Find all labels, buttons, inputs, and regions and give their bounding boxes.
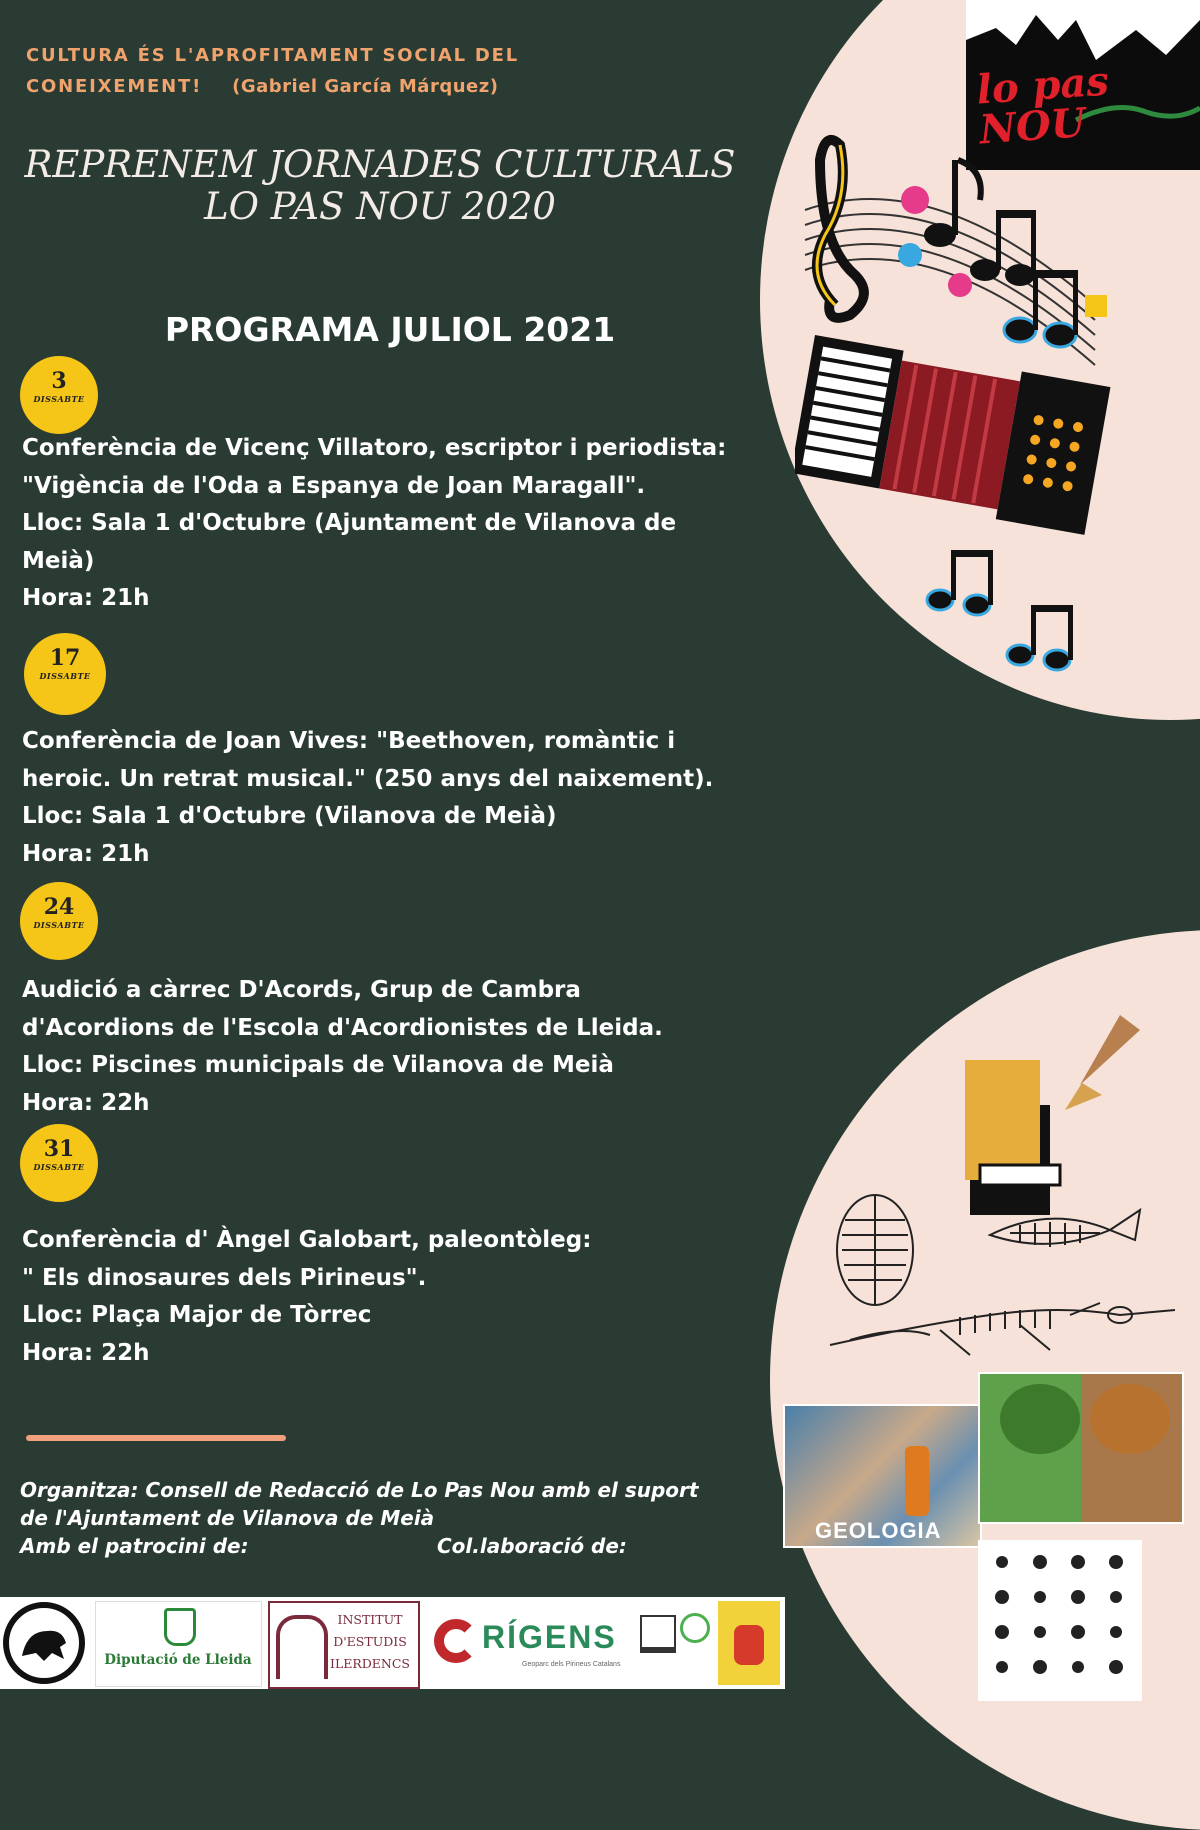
headline-line1: REPRENEM JORNADES CULTURALS (24, 143, 736, 186)
day-name: DISSABTE (39, 671, 91, 681)
event-line: Hora: 21h (22, 585, 150, 611)
diputacio-emblem-icon (164, 1608, 196, 1646)
event-line: Hora: 22h (22, 1089, 150, 1116)
event-line: Audició a càrrec D'Acords, Grup de Cambra (22, 977, 581, 1003)
music-note-icon-2 (970, 210, 1036, 286)
iel-logo (268, 1601, 420, 1689)
event-line: Conferència de Vicenç Villatoro, escriptor i periodista: (22, 435, 727, 461)
geology-label: GEOLOGIA (815, 1518, 942, 1543)
iel-arches-icon (276, 1615, 328, 1679)
geoparks-ring-icon (680, 1613, 710, 1643)
iel-line3: ILERDENCS (330, 1656, 410, 1671)
hiker-figure (905, 1446, 929, 1516)
seasons-photo (978, 1372, 1184, 1524)
event-item (22, 430, 762, 618)
origens-swirl-icon (434, 1619, 478, 1663)
collab-label: Col.laboració de: (437, 1534, 627, 1558)
music-note-icon-5 (1007, 605, 1073, 670)
lion-emblem-icon (2, 1601, 86, 1685)
music-dot-pink2 (948, 273, 972, 297)
event-line: Meià) (22, 547, 95, 574)
weather-icons (980, 1542, 1140, 1699)
ajuntament-logo (2, 1601, 86, 1685)
geology-photo (783, 1404, 982, 1548)
event-item (22, 723, 762, 873)
event-line: Conferència d' Àngel Galobart, paleontòleg: (22, 1227, 592, 1253)
sponsor-label: Amb el patrocini de: (20, 1534, 249, 1558)
program-title: PROGRAMA JULIOL 2021 (164, 310, 616, 349)
footer-credits (20, 1476, 740, 1560)
fish-fossil-icon (990, 1210, 1140, 1247)
event-line: Lloc: Plaça Major de Tòrrec (22, 1302, 372, 1328)
lopas-mini-logo (718, 1601, 780, 1685)
music-note-icon-1 (924, 160, 981, 247)
day-badge (20, 1124, 98, 1202)
trilobite-icon (837, 1195, 913, 1305)
music-dot-pink (901, 186, 929, 214)
origens-name: RÍGENS (482, 1619, 617, 1655)
iel-text (326, 1609, 414, 1675)
paleontology-illustration (820, 995, 1180, 1375)
music-dot-blue (898, 243, 922, 267)
iel-line2: D'ESTUDIS (333, 1634, 407, 1649)
day-number: 31 (43, 1136, 75, 1162)
day-name: DISSABTE (33, 1162, 85, 1172)
book-icon (965, 1060, 1060, 1215)
tree-autumn (1090, 1384, 1170, 1454)
day-name: DISSABTE (33, 920, 85, 930)
organizer-line2: de l'Ajuntament de Vilanova de Meià (20, 1506, 435, 1530)
event-line: Lloc: Sala 1 d'Octubre (Vilanova de Meià) (22, 803, 557, 829)
event-line: " Els dinosaures dels Pirineus". (22, 1264, 427, 1291)
origens-subtitle: Geoparc dels Pirineus Catalans (522, 1661, 621, 1668)
diputacio-logo (95, 1601, 262, 1687)
event-line: Conferència de Joan Vives: "Beethoven, romàntic i (22, 728, 676, 754)
logo-text-line2: NOU (977, 99, 1088, 154)
event-line: Hora: 21h (22, 840, 150, 867)
day-number: 24 (43, 894, 75, 920)
ichthyosaur-fossil-icon (830, 1303, 1175, 1355)
quote-line2-text: CONEIXEMENT! (26, 76, 203, 97)
event-item (22, 1222, 762, 1372)
day-badge (20, 882, 98, 960)
event-line: Lloc: Sala 1 d'Octubre (Ajuntament de Vilanova de (22, 510, 677, 536)
iel-line1: INSTITUT (337, 1612, 403, 1627)
headline (10, 144, 750, 228)
event-item (22, 972, 762, 1122)
tree-green (1000, 1384, 1080, 1454)
music-note-icon-4 (927, 550, 993, 615)
unesco-icon (640, 1615, 676, 1653)
sponsor-row (20, 1532, 740, 1560)
yellow-square-icon (1085, 295, 1107, 317)
event-line: "Vigència de l'Oda a Espanya de Joan Maragall". (22, 472, 646, 499)
event-line: d'Acordions de l'Escola d'Acordionistes de Lleida. (22, 1014, 663, 1041)
organizer-line1: Organitza: Consell de Redacció de Lo Pas Nou amb el suport (20, 1478, 699, 1502)
music-illustration (795, 125, 1135, 685)
diputacio-name: Diputació de Lleida (104, 1652, 252, 1668)
quote-line2 (26, 71, 586, 102)
logo-text-line1: lo pas (975, 57, 1111, 114)
quote-line1: CULTURA ÉS L'APROFITAMENT SOCIAL DEL (26, 45, 520, 66)
accordion-icon (795, 335, 1110, 535)
day-badge (20, 356, 98, 434)
origens-logo (430, 1601, 710, 1685)
day-number: 3 (51, 368, 67, 394)
headline-line2: LO PAS NOU 2020 (204, 185, 556, 228)
quote-author: (Gabriel García Márquez) (232, 76, 499, 97)
day-badge (24, 633, 106, 715)
mini-logo-figure-icon (734, 1625, 764, 1665)
weather-icons-grid (978, 1540, 1142, 1701)
divider-rule (26, 1435, 286, 1441)
quote-block (26, 40, 586, 102)
day-number: 17 (49, 645, 81, 671)
event-line: heroic. Un retrat musical." (250 anys del naixement). (22, 765, 714, 792)
event-line: Lloc: Piscines municipals de Vilanova de Meià (22, 1052, 614, 1078)
event-line: Hora: 22h (22, 1339, 150, 1366)
day-name: DISSABTE (33, 394, 85, 404)
fountain-pen-icon (1065, 1015, 1140, 1110)
sponsor-logos (0, 1597, 785, 1689)
